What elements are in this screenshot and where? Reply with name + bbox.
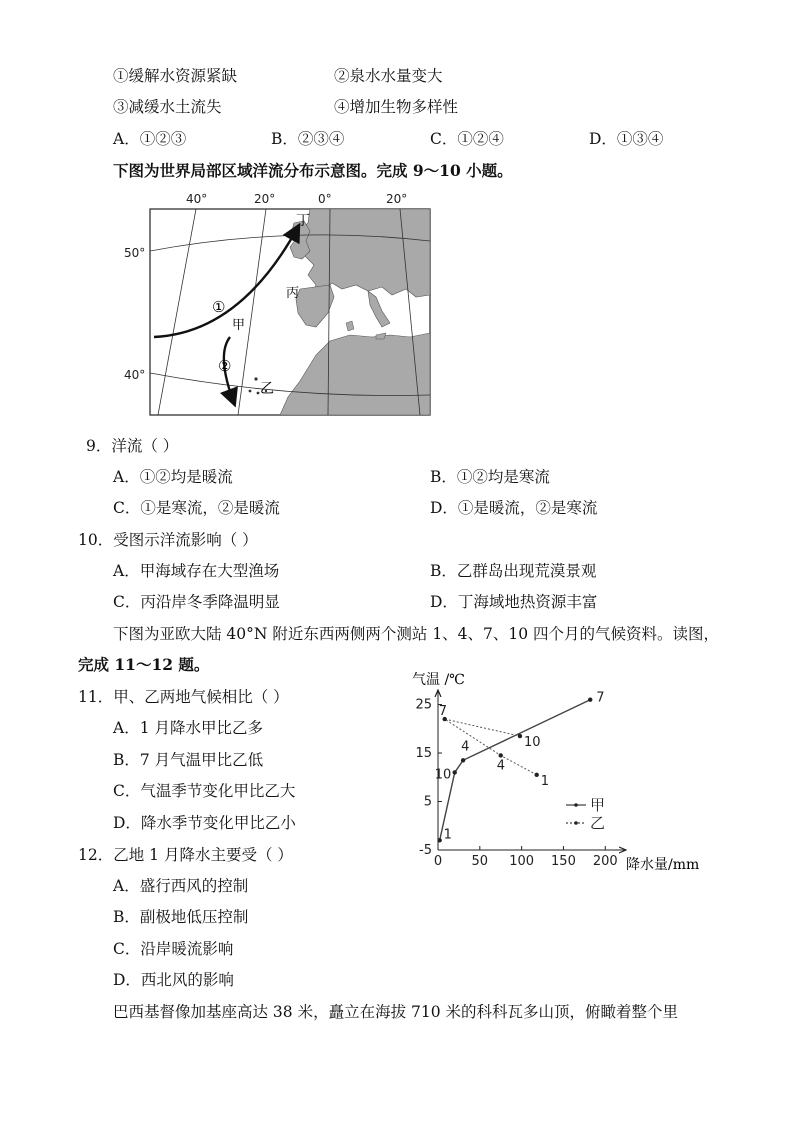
lat-label-40: 40°: [124, 368, 146, 382]
data-point: [499, 753, 503, 757]
q8-choice-d: D．①③④: [589, 130, 664, 148]
data-point-label: 1: [540, 773, 549, 789]
label-yi: 乙: [260, 381, 274, 397]
data-point: [461, 758, 465, 762]
lon-label-40w: 40°: [186, 192, 208, 206]
x-tick-label: 0: [433, 854, 443, 869]
data-point: [588, 697, 592, 701]
q8-choice-c: C．①②④: [430, 130, 504, 148]
lon-label-20e: 20°: [386, 192, 408, 206]
series-line-jia: [440, 700, 591, 841]
q8-option-4: ④增加生物多样性: [334, 98, 459, 116]
y-tick-label: 15: [415, 746, 432, 762]
label-ding: 丁: [296, 213, 310, 229]
q9-choice-a: A．①②均是暖流: [113, 468, 233, 486]
q9-stem: 9．洋流（ ）: [86, 437, 179, 455]
q8-option-3: ③减缓水土流失: [113, 98, 222, 116]
q8-choice-a: A．①②③: [113, 130, 187, 148]
data-point-label: 7: [596, 690, 605, 706]
label-current-2: ②: [218, 357, 232, 375]
climate-chart: [400, 668, 710, 878]
q11-choice-a: A．1 月降水甲比乙多: [113, 719, 263, 737]
q10-stem: 10．受图示洋流影响（ ）: [78, 531, 258, 549]
legend-label: 乙: [590, 814, 606, 832]
data-point-label: 4: [461, 739, 470, 755]
passage-line: 巴西基督像加基座高达 38 米，矗立在海拔 710 米的科科瓦多山顶，俯瞰着整个里: [113, 1003, 679, 1021]
q9-choice-d: D．①是暖流，②是寒流: [430, 499, 598, 517]
data-point: [518, 734, 522, 738]
lon-label-20w: 20°: [254, 192, 276, 206]
q12-stem: 12．乙地 1 月降水主要受（ ）: [78, 846, 293, 864]
q12-choice-a: A．盛行西风的控制: [113, 877, 249, 895]
data-point-label: 4: [496, 758, 506, 774]
y-tick-label: 5: [423, 794, 432, 810]
label-bing: 丙: [286, 286, 300, 301]
q11-choice-d: D．降水季节变化甲比乙小: [113, 814, 296, 832]
legend-label: 甲: [590, 796, 606, 814]
q9-choice-b: B．①②均是寒流: [430, 468, 550, 486]
label-jia: 甲: [232, 318, 246, 333]
q11-choice-c: C．气温季节变化甲比乙大: [113, 782, 296, 800]
x-tick-label: 150: [551, 854, 576, 869]
y-tick-label: 25: [415, 697, 432, 713]
label-current-1: ①: [212, 298, 226, 316]
lon-label-0: 0°: [318, 192, 332, 206]
data-point-label: 1: [443, 827, 452, 843]
chart-x-axis-label: 降水量/mm: [626, 857, 700, 873]
q11-choice-b: B．7 月气温甲比乙低: [113, 751, 264, 769]
q11-stem: 11．甲、乙两地气候相比（ ）: [78, 688, 289, 706]
q9-choice-c: C．①是寒流，②是暖流: [113, 499, 280, 517]
data-point-label: 7: [438, 704, 447, 720]
q8-choice-b: B．②③④: [271, 130, 345, 148]
data-point-label: 10: [523, 735, 541, 751]
q12-choice-d: D．西北风的影响: [113, 971, 234, 989]
x-tick-label: 50: [471, 854, 489, 869]
intro-11-12-line1: 下图为亚欧大陆 40°N 附近东西两侧两个测站 1、4、7、10 四个月的气候资料。读图，: [113, 625, 720, 643]
q10-choice-c: C．丙沿岸冬季降温明显: [113, 593, 280, 611]
intro-11-12-line2: 完成 11～12 题。: [78, 655, 210, 674]
ocean-current-map: [120, 185, 440, 417]
chart-y-axis-label: 气温 /℃: [412, 672, 465, 688]
legend-marker: [574, 821, 578, 825]
q10-choice-a: A．甲海域存在大型渔场: [113, 562, 280, 580]
lat-label-50: 50°: [124, 246, 146, 260]
x-tick-label: 200: [592, 854, 618, 869]
y-tick-label: -5: [419, 843, 432, 858]
q8-option-2: ②泉水水量变大: [334, 67, 443, 85]
data-point: [453, 770, 457, 774]
q12-choice-b: B．副极地低压控制: [113, 908, 249, 926]
data-point: [534, 773, 538, 777]
legend-marker: [574, 803, 578, 807]
x-tick-label: 100: [509, 854, 535, 869]
q10-choice-b: B．乙群岛出现荒漠景观: [430, 562, 597, 580]
q8-option-1: ①缓解水资源紧缺: [113, 67, 238, 85]
data-point-label: 10: [434, 767, 452, 783]
q12-choice-c: C．沿岸暖流影响: [113, 940, 234, 958]
intro-9-10: 下图为世界局部区域洋流分布示意图。完成 9～10 小题。: [113, 161, 513, 180]
data-point: [437, 838, 441, 842]
q10-choice-d: D．丁海域地热资源丰富: [430, 593, 598, 611]
